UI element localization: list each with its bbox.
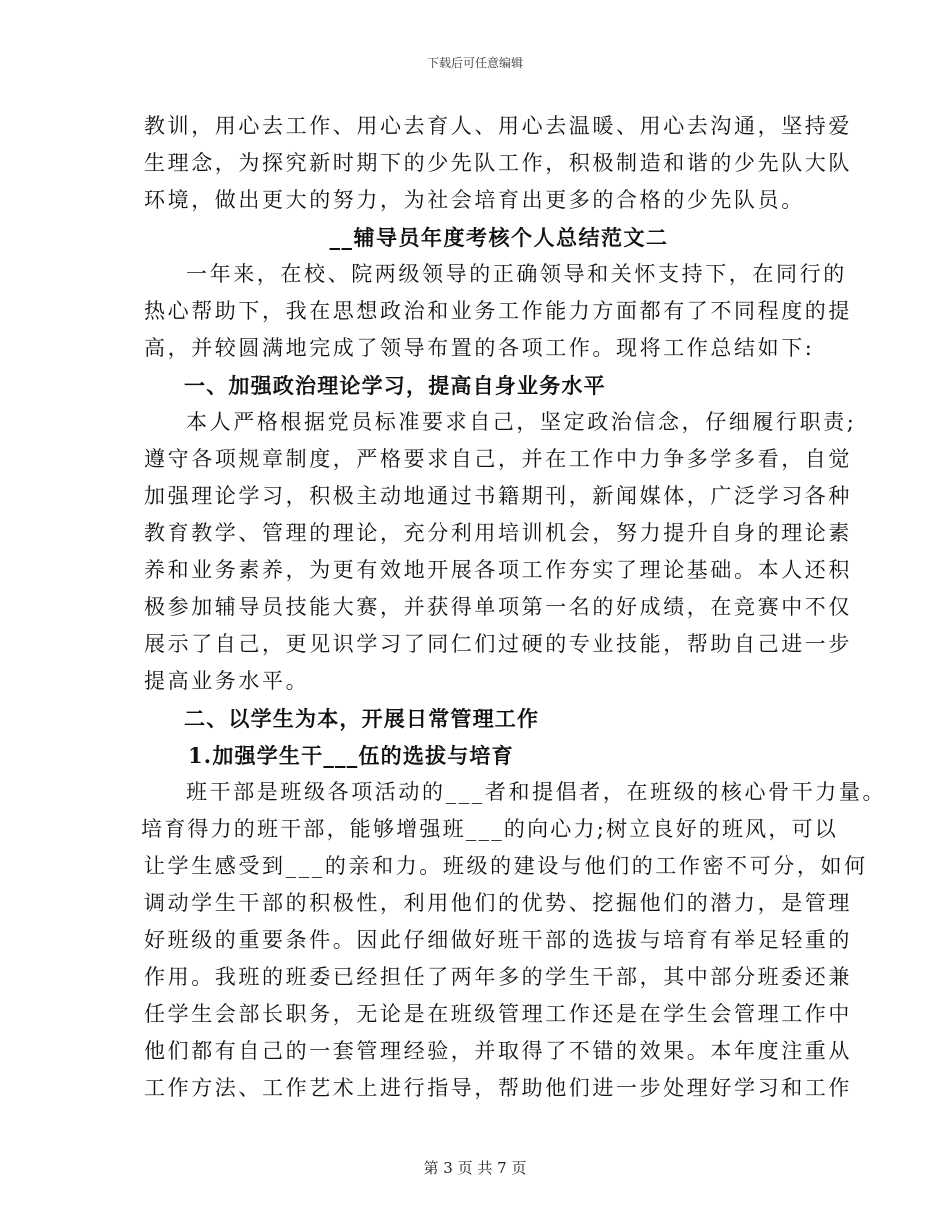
section-heading: 二、以学生为本，开展日常管理工作 <box>184 706 540 731</box>
body-line: 生理念，为探究新时期下的少先队工作，积极制造和谐的少先队大队 <box>144 151 852 175</box>
body-line: 提高业务水平。 <box>144 669 310 693</box>
body-line: 热心帮助下，我在思想政治和业务工作能力方面都有了不同程度的提 <box>144 299 852 323</box>
subsection-heading: 1.加强学生干___伍的选拔与培育 <box>188 743 514 768</box>
body-line: 工作方法、工作艺术上进行指导，帮助他们进一步处理好学习和工作 <box>144 1076 852 1100</box>
body-line: 让学生感受到___的亲和力。班级的建设与他们的工作密不可分，如何 <box>144 854 868 878</box>
body-line: 教育教学、管理的理论，充分利用培训机会，努力提升自身的理论素 <box>144 521 852 545</box>
section-title: __辅导员年度考核个人总结范文二 <box>329 225 669 250</box>
body-line: 作用。我班的班委已经担任了两年多的学生干部，其中部分班委还兼 <box>144 965 852 989</box>
body-line: 教训，用心去工作、用心去育人、用心去温暖、用心去沟通，坚持爱 <box>144 114 852 138</box>
body-line: 任学生会部长职务，无论是在班级管理工作还是在学生会管理工作中 <box>144 1002 852 1026</box>
paragraph-first-line: 本人严格根据党员标准要求自己，坚定政治信念，仔细履行职责; <box>186 410 857 434</box>
section-heading: 一、加强政治理论学习，提高自身业务水平 <box>184 373 606 398</box>
body-line: 他们都有自己的一套管理经验，并取得了不错的效果。本年度注重从 <box>144 1039 852 1063</box>
body-line: 调动学生干部的积极性，利用他们的优势、挖掘他们的潜力，是管理 <box>144 891 852 915</box>
page-footer: 第 3 页 共 7 页 <box>423 1159 527 1177</box>
body-line: 极参加辅导员技能大赛，并获得单项第一名的好成绩，在竞赛中不仅 <box>144 595 852 619</box>
body-line: 环境，做出更大的努力，为社会培育出更多的合格的少先队员。 <box>144 188 805 212</box>
document-body <box>141 108 887 1107</box>
body-line: 遵守各项规章制度，严格要求自己，并在工作中力争多学多看，自觉 <box>144 447 852 471</box>
body-line: 展示了自己，更见识学习了同仁们过硬的专业技能，帮助自己进一步 <box>144 632 852 656</box>
body-line: 好班级的重要条件。因此仔细做好班干部的选拔与培育有举足轻重的 <box>144 928 852 952</box>
page-header: 下载后可任意编辑 <box>426 56 523 70</box>
body-line: 养和业务素养，为更有效地开展各项工作夯实了理论基础。本人还积 <box>144 558 852 582</box>
paragraph-first-line: 班干部是班级各项活动的___者和提倡者，在班级的核心骨干力量。 <box>186 780 887 804</box>
body-line: 高，并较圆满地完成了领导布置的各项工作。现将工作总结如下: <box>144 336 815 360</box>
body-line: 培育得力的班干部，能够增强班___的向心力;树立良好的班风，可以 <box>141 817 838 841</box>
body-line: 加强理论学习，积极主动地通过书籍期刊，新闻媒体，广泛学习各种 <box>144 484 852 508</box>
paragraph-first-line: 一年来，在校、院两级领导的正确领导和关怀支持下，在同行的 <box>186 262 847 286</box>
